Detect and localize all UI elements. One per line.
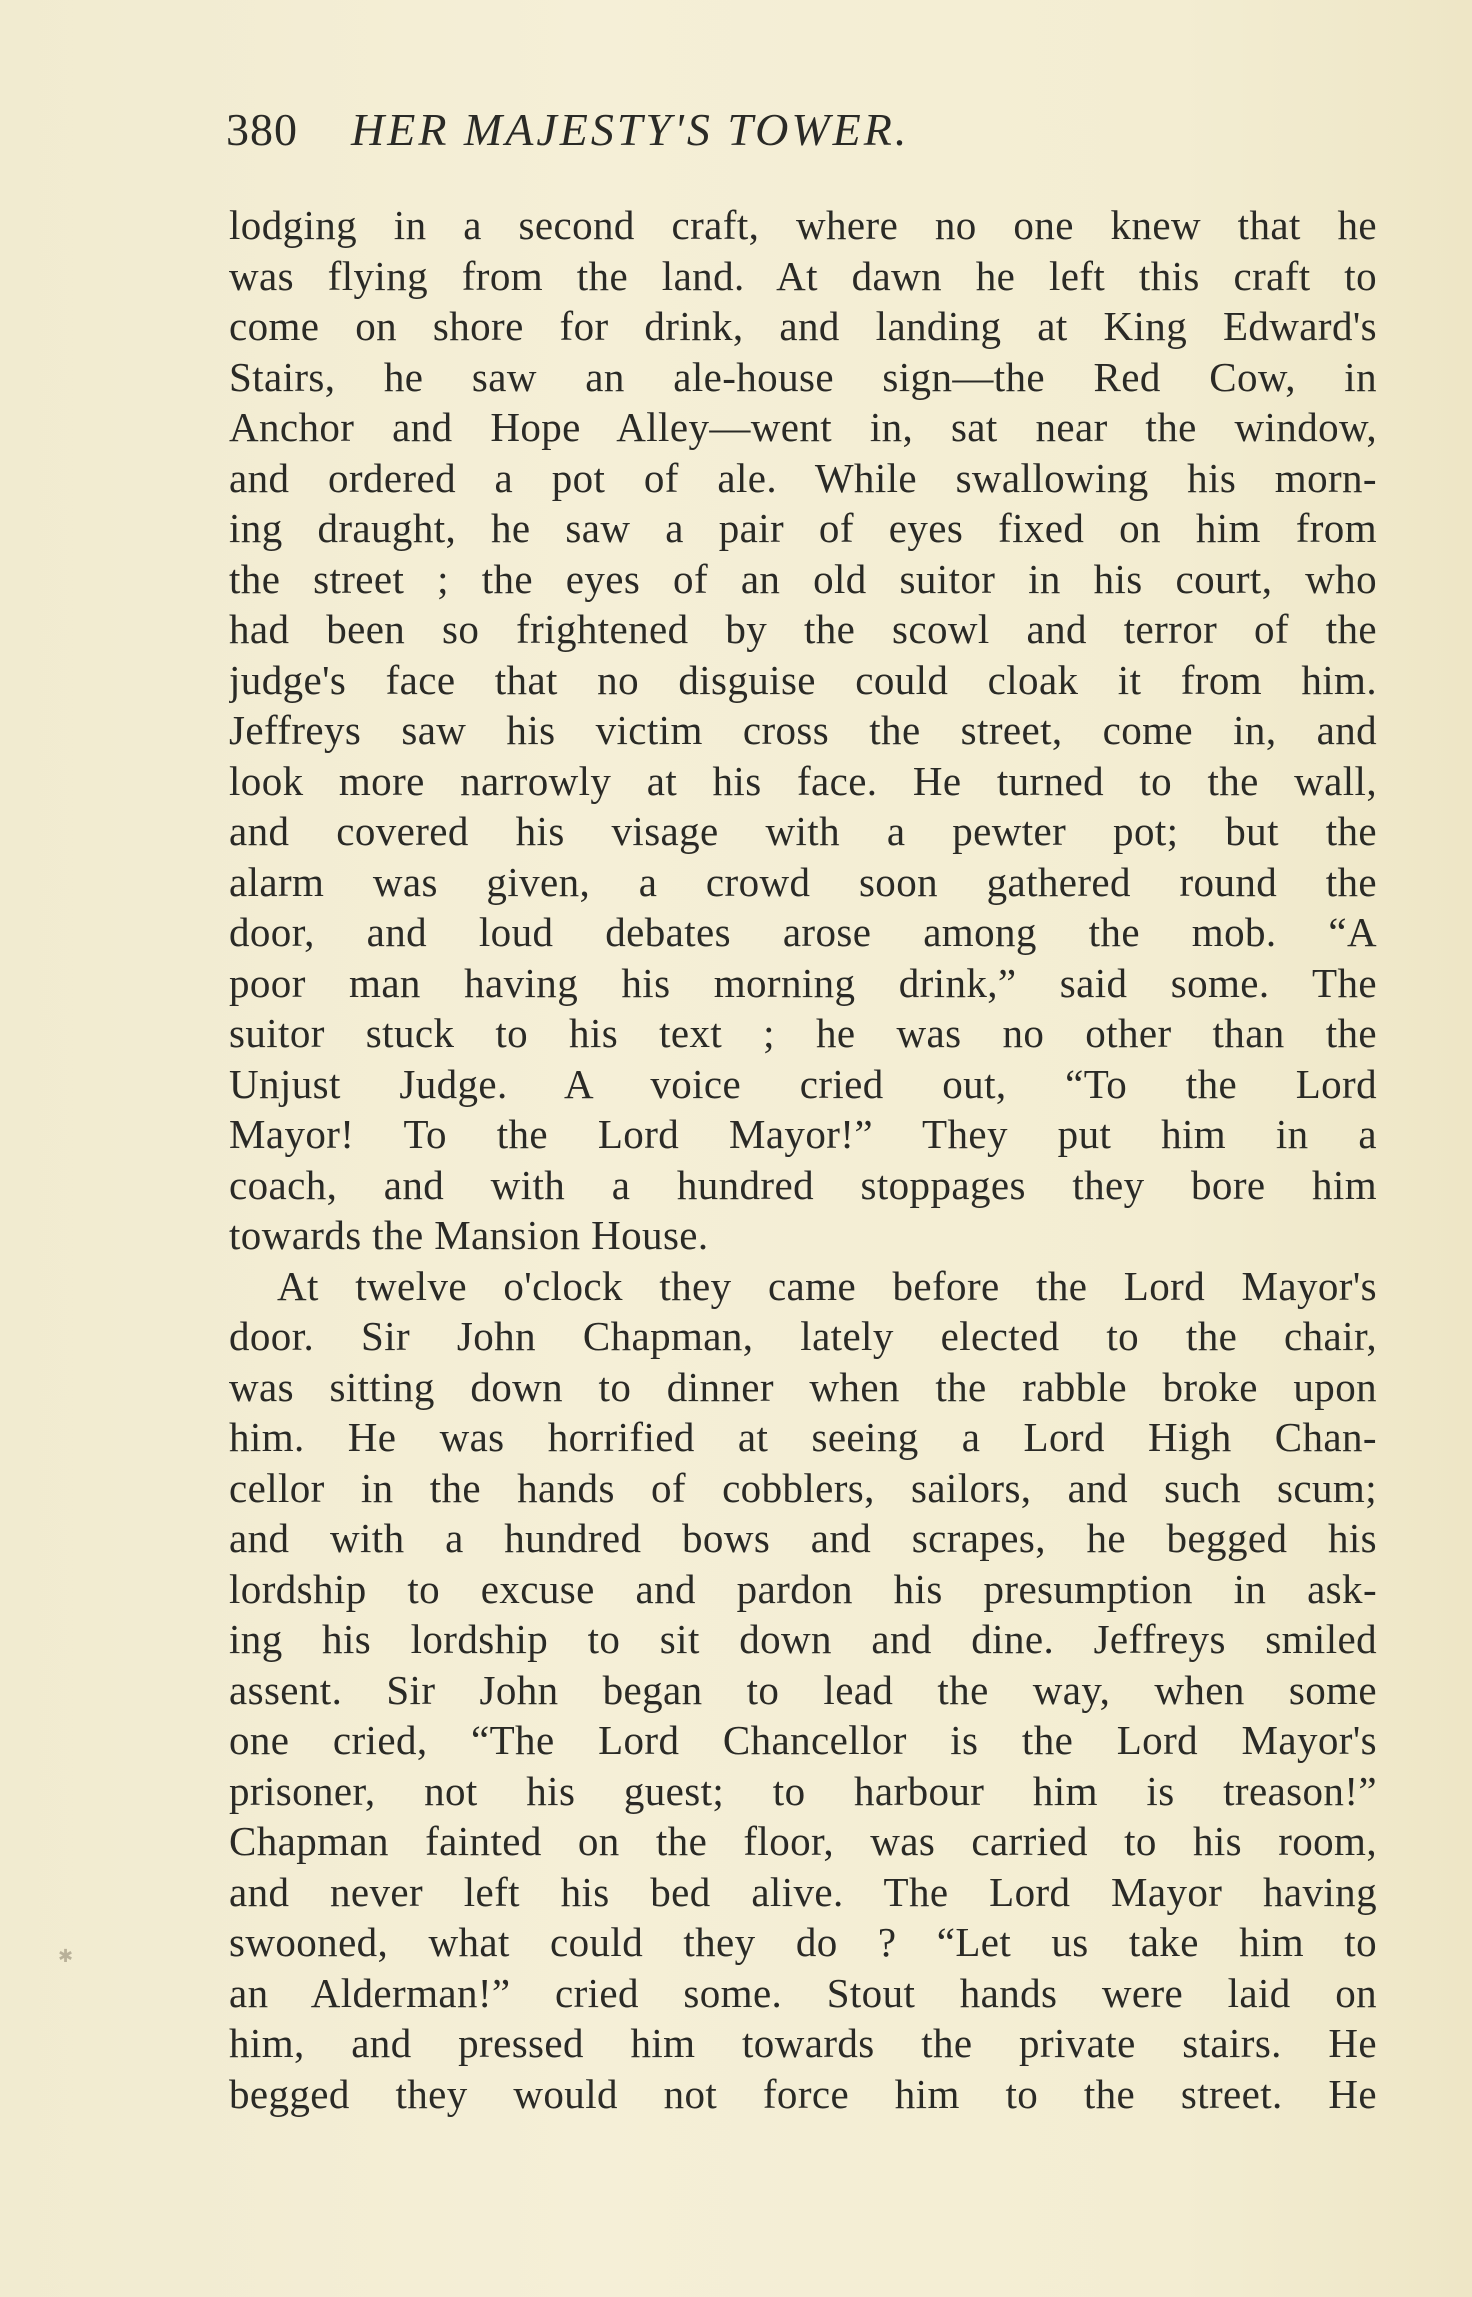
text-line: coach, and with a hundred stoppages they bore him bbox=[229, 1161, 1377, 1208]
text-line: come on shore for drink, and landing at King Edward's bbox=[229, 303, 1377, 349]
body-text bbox=[229, 200, 1377, 2119]
text-line: Jeffreys saw his victim cross the street, come in, and bbox=[229, 707, 1377, 753]
text-line: and with a hundred bows and scrapes, he begged his bbox=[229, 1515, 1377, 1561]
text-line: judge's face that no disguise could cloak it from him. bbox=[229, 656, 1377, 703]
running-head bbox=[226, 100, 1376, 160]
text-line: was flying from the land. At dawn he left this craft to bbox=[229, 252, 1377, 299]
text-line: and ordered a pot of ale. While swallowing his morn- bbox=[229, 454, 1377, 501]
page-number: 380 bbox=[226, 104, 298, 155]
page-title: HER MAJESTY'S TOWER. bbox=[351, 104, 910, 155]
text-line: Unjust Judge. A voice cried out, “To the Lord bbox=[229, 1060, 1377, 1107]
text-line: towards the Mansion House. bbox=[229, 1212, 709, 1258]
paragraph bbox=[229, 1261, 1377, 2120]
text-line: and never left his bed alive. The Lord Mayor having bbox=[229, 1868, 1377, 1915]
text-line: At twelve o'clock they came before the Lord Mayor's bbox=[277, 1262, 1377, 1309]
text-line: Chapman fainted on the floor, was carried to his room, bbox=[229, 1818, 1377, 1864]
text-line: look more narrowly at his face. He turned to the wall, bbox=[229, 757, 1377, 804]
text-line: swooned, what could they do ? “Let us take him to bbox=[229, 1919, 1377, 1965]
text-line: suitor stuck to his text ; he was no other than the bbox=[229, 1010, 1377, 1056]
text-line: an Alderman!” cried some. Stout hands were laid on bbox=[229, 1969, 1377, 2016]
text-line: poor man having his morning drink,” said some. The bbox=[229, 959, 1377, 1006]
text-line: lodging in a second craft, where no one knew that he bbox=[229, 202, 1377, 248]
text-line: Stairs, he saw an ale-house sign—the Red Cow, in bbox=[229, 353, 1377, 400]
text-line: ing draught, he saw a pair of eyes fixed on him from bbox=[229, 505, 1377, 551]
text-line: door. Sir John Chapman, lately elected to the chair, bbox=[229, 1313, 1377, 1359]
text-line: was sitting down to dinner when the rabble broke upon bbox=[229, 1363, 1377, 1410]
text-line: cellor in the hands of cobblers, sailors, and such scum; bbox=[229, 1464, 1377, 1511]
text-line: prisoner, not his guest; to harbour him is treason!” bbox=[229, 1767, 1377, 1814]
text-line: assent. Sir John began to lead the way, when some bbox=[229, 1666, 1377, 1713]
text-line: the street ; the eyes of an old suitor in his court, who bbox=[229, 555, 1377, 602]
text-line: Anchor and Hope Alley—went in, sat near the window, bbox=[229, 404, 1377, 450]
text-line: door, and loud debates arose among the mob. “A bbox=[229, 909, 1377, 955]
text-line: one cried, “The Lord Chancellor is the Lord Mayor's bbox=[229, 1717, 1377, 1763]
text-line: him. He was horrified at seeing a Lord High Chan- bbox=[229, 1414, 1377, 1460]
text-line: and covered his visage with a pewter pot; but the bbox=[229, 808, 1377, 854]
text-line: begged they would not force him to the street. He bbox=[229, 2070, 1377, 2117]
text-line: Mayor! To the Lord Mayor!” They put him in a bbox=[229, 1111, 1377, 1157]
text-line: ing his lordship to sit down and dine. Jeffreys smiled bbox=[229, 1616, 1377, 1662]
ink-speck: ✱ bbox=[58, 1946, 74, 1966]
text-line: him, and pressed him towards the private stairs. He bbox=[229, 2020, 1377, 2066]
paragraph bbox=[229, 200, 1377, 1261]
text-line: alarm was given, a crowd soon gathered round the bbox=[229, 858, 1377, 905]
text-line: had been so frightened by the scowl and terror of the bbox=[229, 606, 1377, 652]
text-line: lordship to excuse and pardon his presumption in ask- bbox=[229, 1565, 1377, 1612]
